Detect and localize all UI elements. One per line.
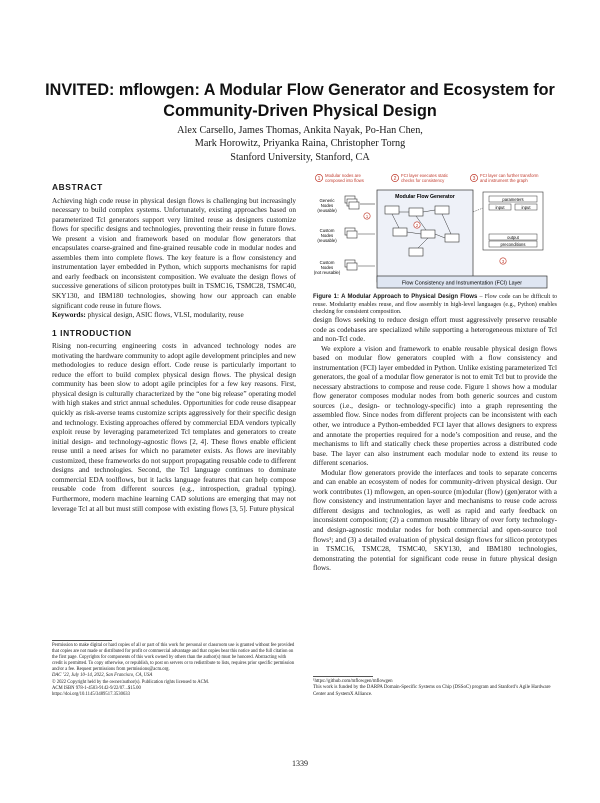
abstract-heading: ABSTRACT (52, 182, 103, 192)
figure-1 (313, 172, 557, 290)
custom-nodes-line-b: Nodes (320, 233, 334, 238)
doi-link[interactable]: https://doi.org/10.1145/3489517.3530633 (52, 691, 130, 697)
keywords-line (52, 311, 296, 321)
custom-nodes-2-line-b: Nodes (320, 265, 334, 270)
custom-nodes-label (317, 228, 337, 243)
keywords-label: Keywords: (52, 311, 86, 320)
copyright-line: © 2022 Copyright held by the owner/author(s). Publication rights licensed to ACM. (52, 679, 210, 685)
custom-nodes-2-line-a: Custom (319, 260, 335, 265)
custom-nodes-line-a: Custom (319, 228, 335, 233)
footnote-block (313, 679, 557, 698)
keywords-text: physical design, ASIC flows, VLSI, modularity, reuse (87, 311, 244, 320)
output-label: output (507, 234, 519, 240)
callout-badge-3-text: 3 (472, 176, 476, 182)
custom-nodes-line-c: (reusable) (317, 238, 337, 243)
preconditions-label: preconditions (500, 241, 526, 247)
input-label-2: input (521, 204, 531, 210)
right-para-3: Modular flow generators provide the interfaces and tools to separate concerns and can enable an ecosystem of nodes for community-driven physical design. Our work contributes (1) mflowgen, an open-source (m)odular (flow) (gen)erator with a flow consistency and instrumentation layer and mechanisms to reuse code across different designs and technologies, as well as rapid and early feedback on inconsistent composition; (2) a common reusable library of over forty technology- and design-agnostic modular nodes for both commercial and open-source tool flows¹; and (3) a detailed evaluation of physical design flows for silicon prototypes in TSMC16, TSMC28, TSMC40, SKY130, and IBM180 technologies, demonstrating the potential for significant code reuse in future physical design flows. (313, 468, 557, 573)
badge-2-diagram-text: 2 (415, 223, 419, 228)
custom-nodes-2-label (314, 260, 341, 275)
permission-block (52, 643, 296, 698)
permission-rule (52, 640, 112, 641)
right-column (313, 316, 557, 574)
abstract-body: Achieving high code reuse in physical design flows is challenging but increasingly necessary to build complex systems. Unfortunately, existing approaches based on parameterized Tcl generators support very limited reuse as designers customize flows for specific designs and technologies, preventing their reuse in future flows. We present a vision and framework based on modular flow generators that encapsulates coarse-grained and fine-grained reusable code in modular nodes and assembles them into complete flows. The key feature is a flow consistency and instrumentation layer embedded in Python, which supports mechanisms for rapid and early feedback on inconsistent composition. We evaluate the design flows of successive generations of silicon prototypes built in TSMC16, TSMC28, TSMC40, SKY130, and IBM180 technologies, showing how our approach can enable significant code reuse in future flows. (52, 196, 296, 310)
author-block (60, 124, 540, 164)
custom-nodes-2-line-c: (not reusable) (313, 270, 341, 275)
callout-1-text (325, 173, 364, 183)
custom-node-stack (345, 228, 357, 238)
callout-badge-1-text: 1 (317, 176, 321, 182)
footnote-rule (313, 676, 373, 677)
paper-title: INVITED: mflowgen: A Modular Flow Generator and Ecosystem for Community-Driven Physical Design (45, 81, 555, 120)
figure-caption (313, 294, 557, 317)
callout-1-line-a: Modular nodes are (325, 173, 361, 178)
callout-1-line-b: composed into flows (325, 178, 364, 183)
parameters-label: parameters (502, 196, 524, 202)
generic-node-stack (345, 196, 359, 209)
left-column (52, 183, 296, 514)
intro-heading: 1 INTRODUCTION (52, 327, 132, 338)
badge-1-diagram-text: 1 (365, 214, 369, 219)
callout-badge-2-text: 2 (393, 176, 397, 182)
caption-label: Figure 1: A Modular Approach to Physical Design Flows (313, 294, 478, 300)
isbn-line: ACM ISBN 978-1-4503-9142-9/22/07...$15.00 (52, 685, 141, 691)
generic-nodes-line-a: Generic (319, 198, 335, 203)
conference-line: DAC ’22, July 10–14, 2022, San Francisco, CA, USA (52, 673, 153, 679)
footnote-funding: This work is funded by the DARPA Domain-Specific Systems on Chip (DSSoC) program and Stanford’s Agile Hardware Center and SystemX Alliance. (313, 685, 551, 697)
intro-paragraph: Rising non-recurring engineering costs in advanced technology nodes are motivating the hardware community to adopt agile development principles and new methodologies to reduce design effort. Code reuse is particularly important to reduce the effort to build complex physical design flows. The physical design community has been slow to adopt agile principles for a few key reasons. First, physical design is culturally characterized by the “one big release” operating model with high stakes and strict annual schedules. Opportunities for code reuse disappear quickly as risk-averse teams customize scripts aggressively for their specific design and technology. Existing approaches offered by commercial EDA vendors typically exploit reuse by leveraging parameterized Tcl templates and generators to create initial design- and technology-agnostic flows [2, 4]. These flows enable efficient reuse until a need arises for which no parameter exists. As flows are inevitably customized, these frameworks do not support propagating reusable code to different designs and technologies. Second, the Tcl language continues to dominate commercial EDA toolflows, but it lacks language features that can help compose reusable code from different sources (e.g., introspection, gradual typing). Furthermore, modern machine learning CAD solutions are emerging that may not leverage Tcl at all but must still compose with existing flows [3, 5]. Future physical (52, 342, 296, 513)
generic-nodes-line-b: Nodes (320, 203, 334, 208)
callout-2-line-a: FCI layer executes static (401, 173, 449, 178)
input-label-1: input (495, 204, 505, 210)
author-line-2: Mark Horowitz, Priyanka Raina, Christopher Torng (194, 138, 406, 150)
figure-1-diagram (313, 172, 557, 290)
badge-3-diagram-text: 3 (501, 259, 505, 264)
zoom-line (473, 208, 483, 212)
page-number: 1339 (292, 759, 308, 768)
callout-2-line-b: checks for consistency (401, 178, 445, 183)
footnote-url[interactable]: ¹https://github.com/mflowgen/mflowgen (313, 679, 393, 684)
callout-3-line-b: and instrument the graph (480, 178, 528, 183)
callout-2-text (401, 173, 449, 183)
generic-nodes-label (317, 198, 337, 213)
right-para-2: We explore a vision and framework to enable reusable physical design flows based on modular flow generators coupled with a flow consistency and instrumentation (FCI) layer embedded in Python. Unlike existing parameterized Tcl generators, the goal of a modular flow generator is not to emit Tcl but to provide the necessary abstractions to compose and reuse code. Figure 1 shows how a modular flow generator composes modular nodes from both generic sources and custom sources (i.e., design- or technology-specific) into a graph representing the assembled flow. Since nodes from different projects can be inconsistent with each other, we introduce a Python-embedded FCI layer that allows designers to express and annotate the properties required for a node’s composition and reuse, and the mechanisms to lift and statically check these properties across a distributed code base. The layer can also instrument each modular node to extend its reuse to different scenarios. (313, 344, 557, 468)
fci-layer-label: Flow Consistency and Instrumentation (FCI) Layer (401, 280, 523, 287)
affiliation: Stanford University, Stanford, CA (230, 151, 370, 163)
permission-text: Permission to make digital or hard copies of all or part of this work for personal or classroom use is granted without fee provided that copies are not made or distributed for profit or commercial advantage and that copies bear this notice and the full citation on the first page. Copyrights for components of this work owned by others than the author(s) must be honored. Abstracting with credit is permitted. To copy otherwise, or republish, to post on servers or to redistribute to lists, requires prior specific permission and/or a fee. Request permissions from permissions@acm.org. (52, 643, 295, 673)
author-line-1: Alex Carsello, James Thomas, Ankita Nayak, Po-Han Chen, (177, 125, 423, 136)
caption-text: – Flow code can be difficult to reuse. Modularity enables reuse, and flow assembly in high-level languages (e.g., Python) enables checking for consistent composition. (313, 294, 557, 316)
right-para-1: design flows seeking to reduce design effort must aggressively preserve reusable code as codebases are specialized while supporting a heterogeneous mixture of Tcl and non-Tcl code. (313, 316, 557, 344)
generic-nodes-line-c: (reusable) (317, 208, 337, 213)
mfg-label: Modular Flow Generator (395, 194, 455, 200)
callout-3-line-a: FCI layer can further transform (480, 173, 539, 178)
custom-node-stack-2 (345, 260, 357, 270)
callout-3-text (480, 173, 539, 183)
